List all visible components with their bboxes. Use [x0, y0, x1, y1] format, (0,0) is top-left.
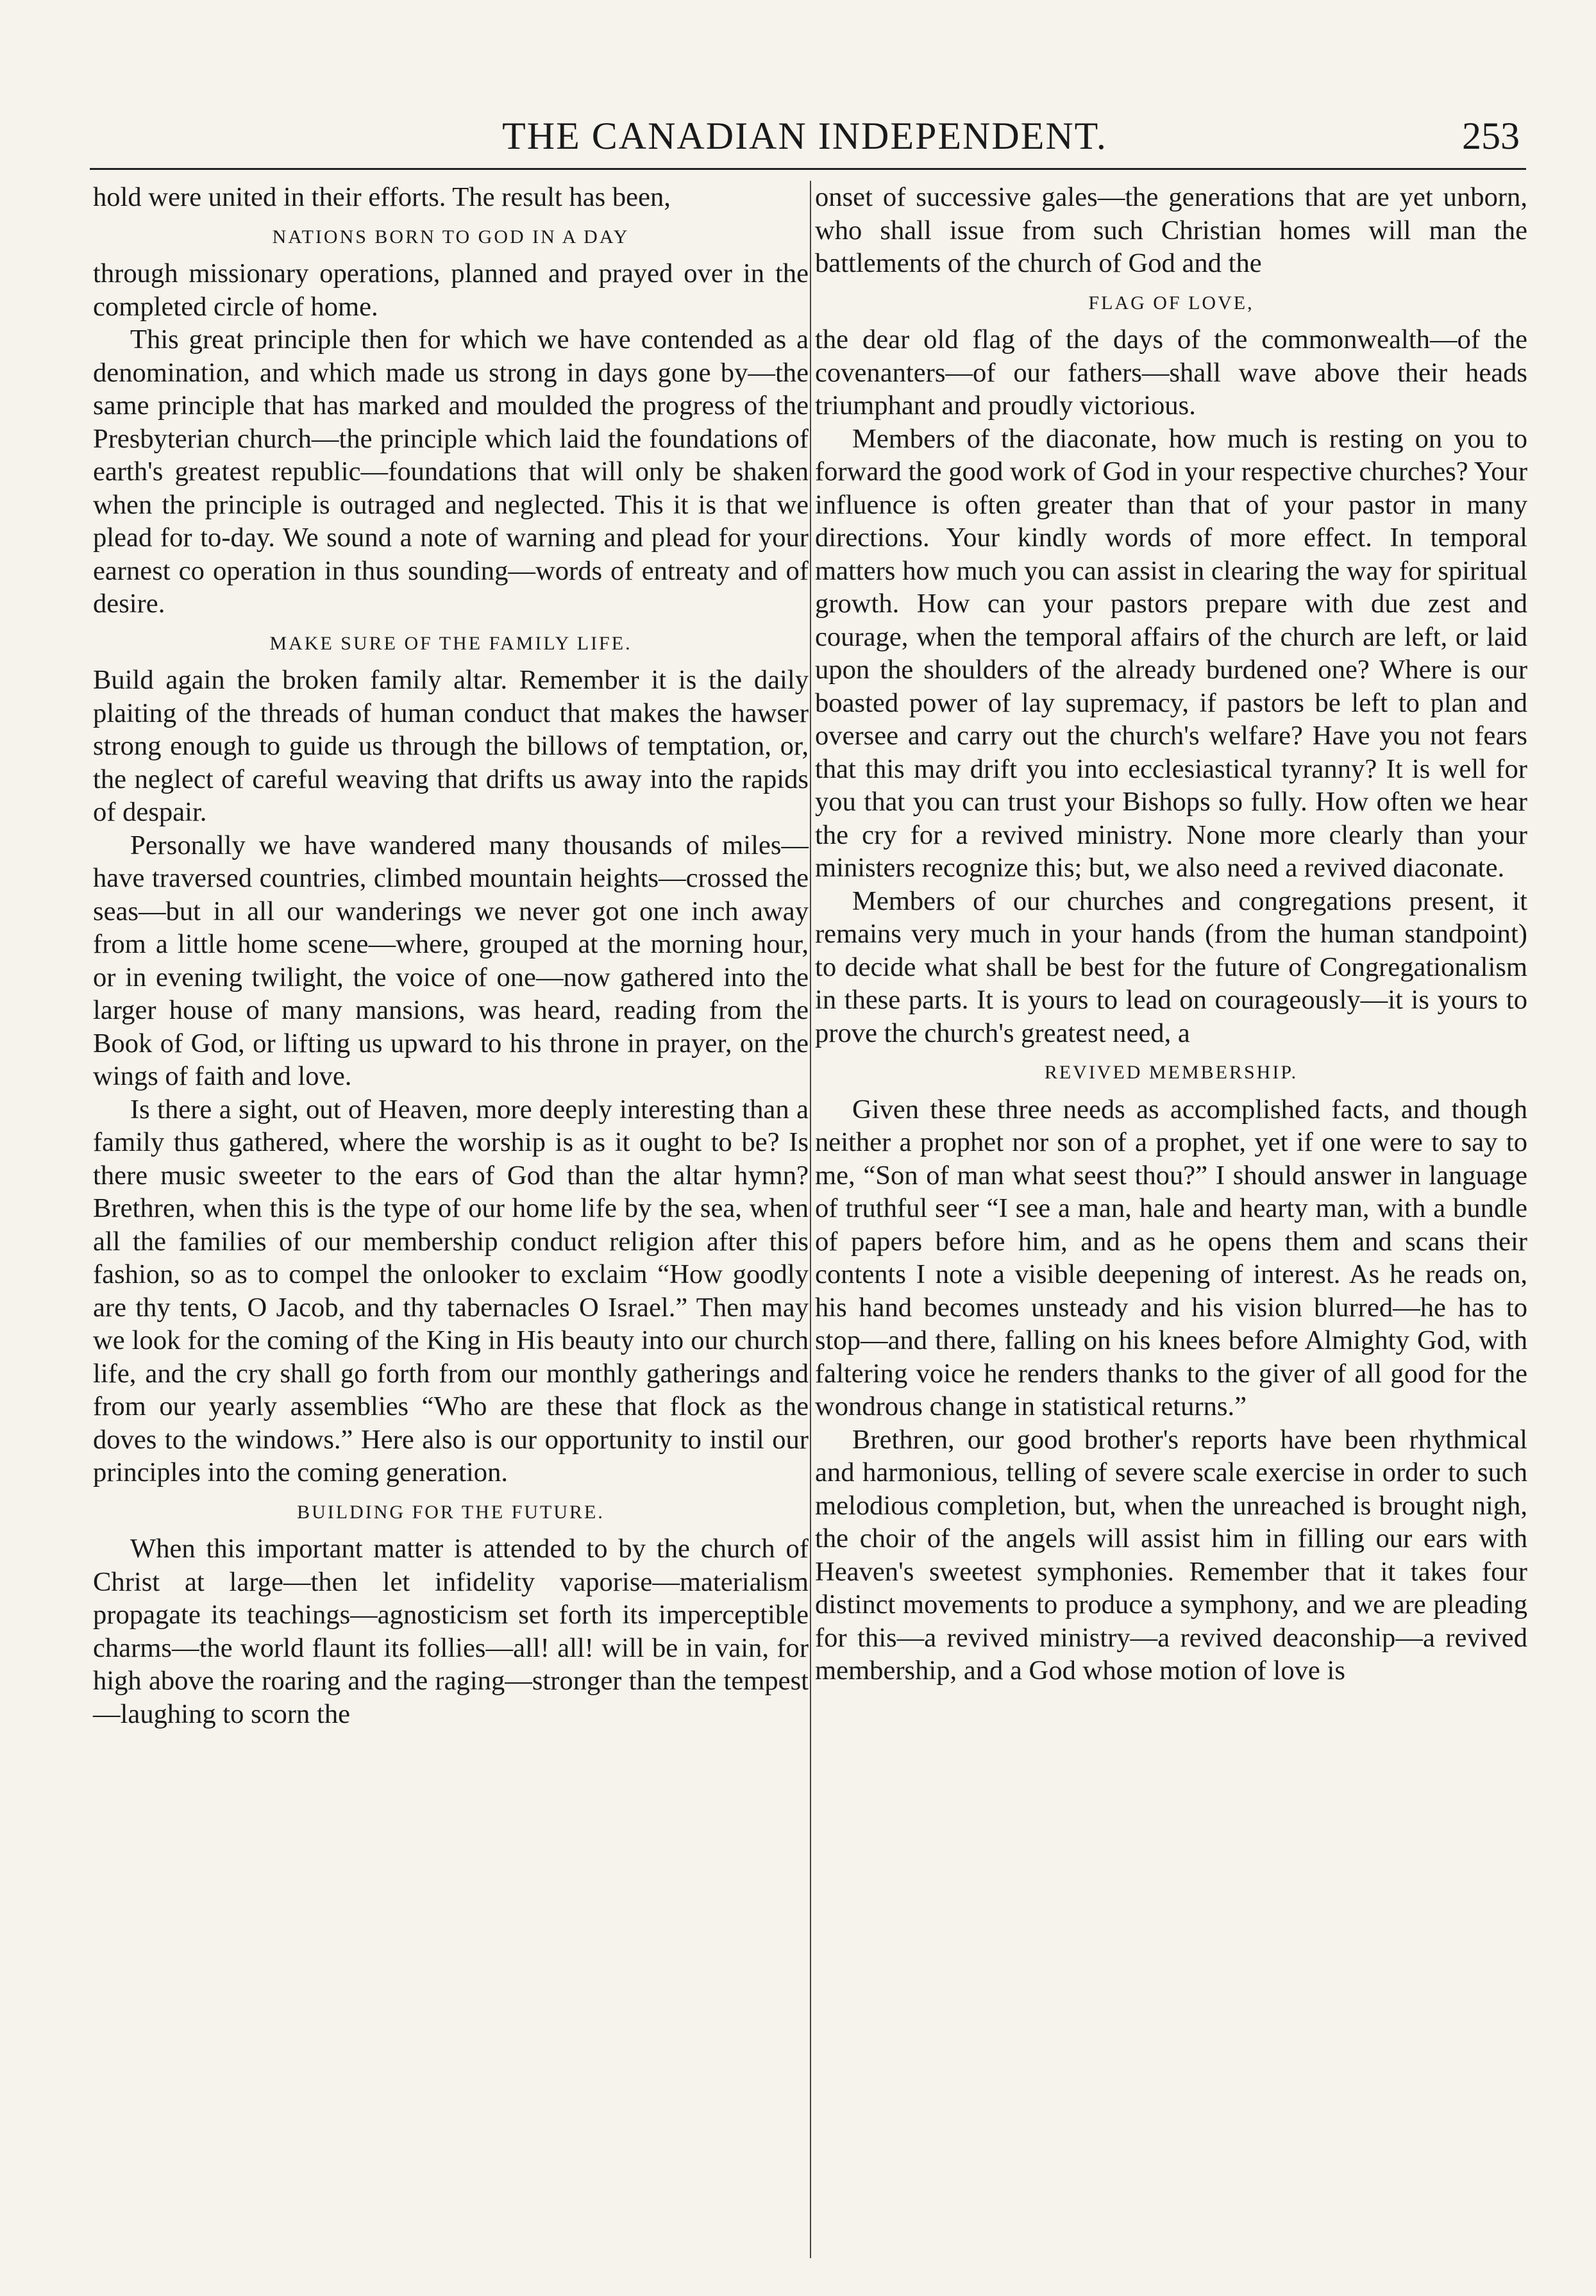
paragraph: through missionary operations, planned and prayed over in the completed circle of home.	[93, 258, 809, 322]
section-heading: REVIVED MEMBERSHIP.	[1044, 1062, 1298, 1083]
paragraph: the dear old flag of the days of the commonwealth—of the covenanters—of our fathers—shall wave above their heads triumphant and proudly victorious.	[815, 324, 1527, 421]
paragraph: Given these three needs as accomplished facts, and though neither a prophet nor son of a prophet, yet if one were to say to me, “Son of man what seest thou?” I should answer in language of truthful seer “I see a man, hale and hearty man, with a bundle of papers before him, and as he opens them and scans their contents I note a visible deepening of interest. As he reads on, his hand becomes unsteady and his vision blurred—he has to stop—and there, falling on his knees before Almighty God, with faltering voice he renders thanks to the giver of all good for the wondrous change in statistical returns.”	[815, 1094, 1527, 1421]
paragraph: onset of successive gales—the generations that are yet unborn, who shall issue from such Christian homes will man the battlements of the church of God and the	[815, 182, 1527, 278]
paragraph: Personally we have wandered many thousands of miles—have traversed countries, climbed mountain heights—crossed the seas—but in all our wanderings we never got one inch away from a little home scene—where, grouped at the morning hour, or in evening twilight, the voice of one—now gathered into the larger house of many mansions, was heard, reading from the Book of God, or lifting us upward to his throne in prayer, on the wings of faith and love.	[93, 830, 809, 1091]
paragraph: Build again the broken family altar. Remember it is the daily plaiting of the threads of human conduct that makes the hawser strong enough to guide us through the billows of temptation, or, the neglect of careful weaving that drifts us away into the rapids of despair.	[93, 665, 809, 827]
paragraph: hold were united in their efforts. The result has been,	[93, 182, 671, 212]
section-heading: BUILDING FOR THE FUTURE.	[297, 1501, 605, 1523]
paragraph: Brethren, our good brother's reports have been rhythmical and harmonious, telling of severe scale exercise in order to such melodious completion, but, when the unreached is brought nigh, the choir of the angels will assist him in filling our ears with Heaven's sweetest symphonies. Remember that it takes four distinct movements to produce a symphony, and we are pleading for this—a revived ministry—a revived deaconship—a revived membership, and a God whose motion of love is	[815, 1424, 1527, 1686]
section-heading: FLAG OF LOVE,	[1088, 292, 1254, 314]
right-column	[815, 181, 1527, 1688]
paragraph: Members of the diaconate, how much is resting on you to forward the good work of God in your respective churches? Your influence is often greater than that of your pastor in many directions. Your kindly words of more effect. In temporal matters how much you can assist in clearing the way for spiritual growth. How can your pastors prepare with due zest and courage, when the temporal affairs of the church are left, or laid upon the shoulders of the already burdened one? Where is our boasted power of lay supremacy, if pastors be left to plan and oversee and carry out the church's welfare? Have you not fears that this may drift you into ecclesiastical tyranny? It is well for you that you can trust your Bishops so fully. How often we hear the cry for a revived ministry. None more clearly than your ministers recognize this; but, we also need a revived diaconate.	[815, 423, 1527, 883]
left-column	[93, 181, 809, 1730]
page-number: 253	[1462, 115, 1520, 157]
page-header	[90, 114, 1520, 172]
section-heading: MAKE SURE OF THE FAMILY LIFE.	[269, 632, 632, 654]
paragraph: Members of our churches and congregations present, it remains very much in your hands (from the human standpoint) to decide what shall be best for the future of Congregationalism in these parts. It is yours to lead on courageously—it is yours to prove the church's greatest need, a	[815, 885, 1527, 1048]
paragraph: This great principle then for which we have contended as a denomination, and which made us strong in days gone by—the same principle that has marked and moulded the progress of the Presbyterian church—the principle which laid the foundations of earth's greatest republic—foundations that will only be shaken when the principle is outraged and neglected. This it is that we plead for to-day. We sound a note of warning and plead for your earnest co operation in thus sounding—words of entreaty and of desire.	[93, 324, 809, 619]
header-rule	[90, 168, 1526, 170]
section-heading: NATIONS BORN TO GOD IN A DAY	[272, 226, 630, 247]
paragraph: Is there a sight, out of Heaven, more deeply interesting than a family thus gathered, where the worship is as it ought to be? Is there music sweeter to the ears of God than the altar hymn? Brethren, when this is the type of our home life by the sea, when all the families of our membership conduct religion after this fashion, so as to compel the onlooker to exclaim “How goodly are thy tents, O Jacob, and thy tabernacles O Israel.” Then may we look for the coming of the King in His beauty into our church life, and the cry shall go forth from our monthly gatherings and from our yearly assemblies “Who are these that flock as the doves to the windows.” Here also is our opportunity to instil our principles into the coming generation.	[93, 1094, 809, 1487]
publication-title: THE CANADIAN INDEPENDENT.	[502, 115, 1107, 157]
paragraph: When this important matter is attended to by the church of Christ at large—then let infidelity vaporise—materialism propagate its teachings—agnosticism set forth its imperceptible charms—the world flaunt its follies—all! all! will be in vain, for high above the roaring and the raging—stronger than the tempest—laughing to scorn the	[93, 1534, 809, 1729]
column-divider	[810, 181, 811, 2258]
